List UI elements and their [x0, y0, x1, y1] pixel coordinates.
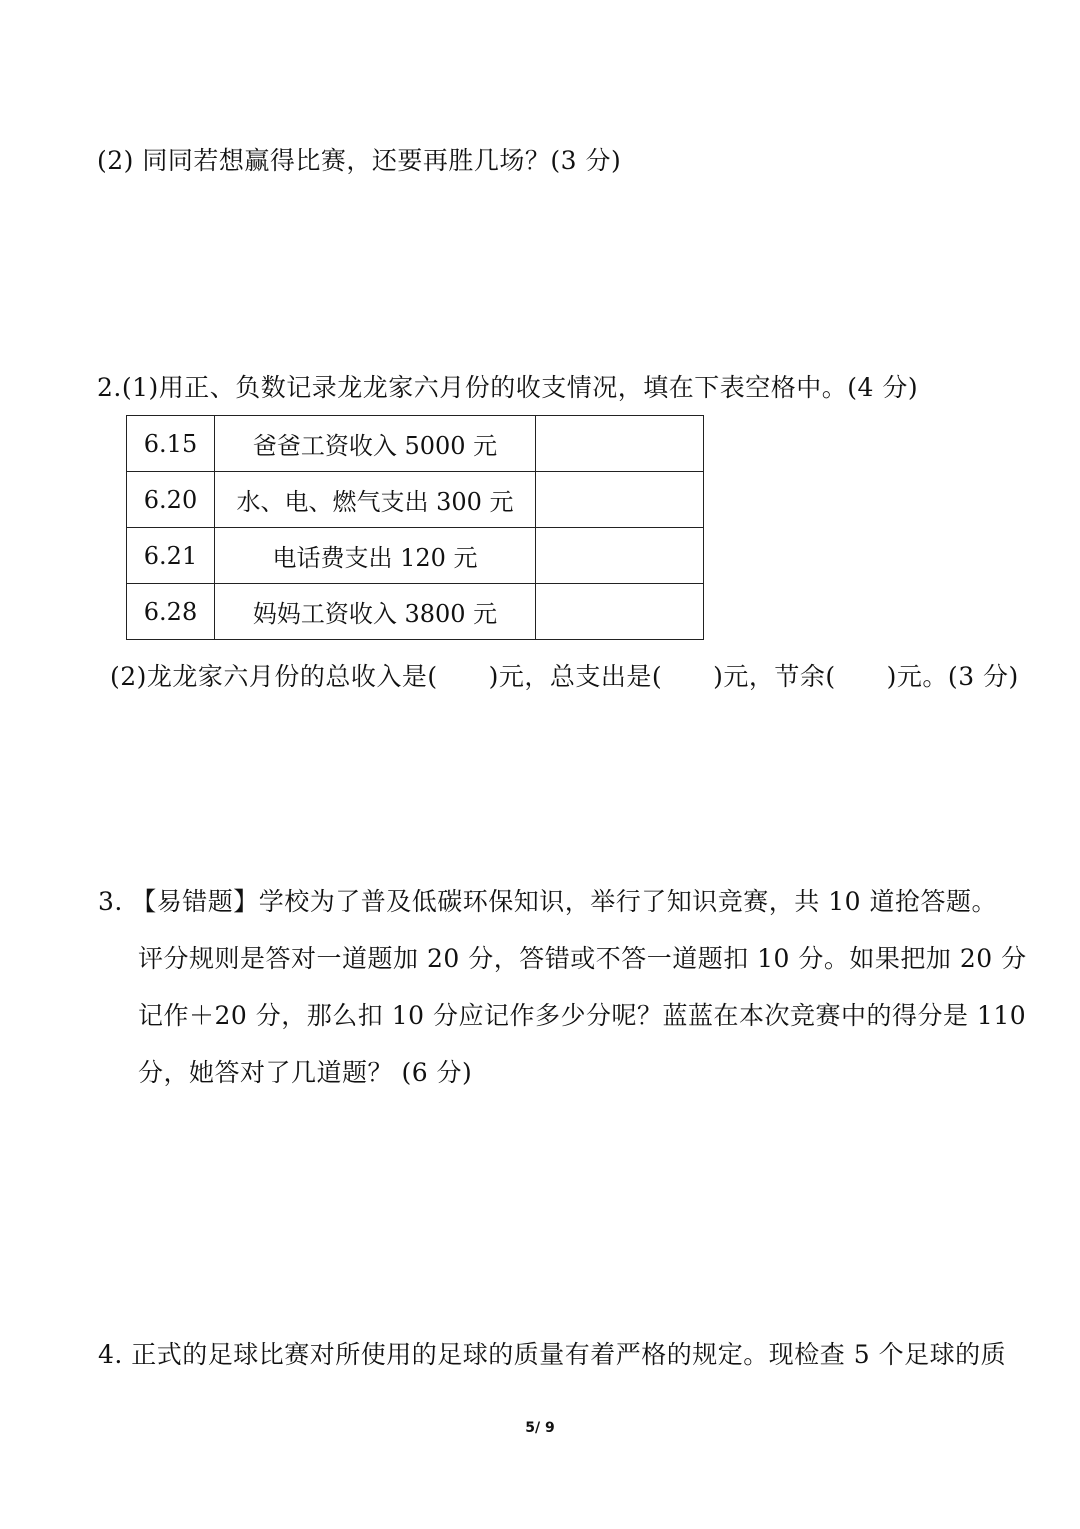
description-cell: 爸爸工资收入 5000 元	[215, 416, 536, 472]
description-cell: 电话费支出 120 元	[215, 528, 536, 584]
description-cell: 水、电、燃气支出 300 元	[215, 472, 536, 528]
answer-cell[interactable]	[536, 584, 704, 640]
answer-cell[interactable]	[536, 528, 704, 584]
date-cell: 6.15	[127, 416, 215, 472]
answer-cell[interactable]	[536, 416, 704, 472]
date-cell: 6.21	[127, 528, 215, 584]
question-2-part-1: 2.(1)用正、负数记录龙龙家六月份的收支情况，填在下表空格中。(4 分)	[97, 373, 919, 402]
question-3-line-4: 分，她答对了几道题？ (6 分)	[138, 1058, 473, 1087]
answer-cell[interactable]	[536, 472, 704, 528]
table-row	[127, 584, 704, 640]
question-4-line-1: 4. 正式的足球比赛对所使用的足球的质量有着严格的规定。现检查 5 个足球的质	[98, 1340, 1007, 1369]
question-2-part-2: (2)龙龙家六月份的总收入是( )元，总支出是( )元，节余( )元。(3 分)	[110, 662, 1019, 691]
table-row	[127, 416, 704, 472]
description-cell: 妈妈工资收入 3800 元	[215, 584, 536, 640]
question-3-line-3: 记作＋20 分，那么扣 10 分应记作多少分呢？蓝蓝在本次竞赛中的得分是 110	[138, 1001, 1027, 1030]
question-3-line-2: 评分规则是答对一道题加 20 分，答错或不答一道题扣 10 分。如果把加 20 分	[138, 944, 1027, 973]
date-cell: 6.28	[127, 584, 215, 640]
question-3-line-1: 3. 【易错题】学校为了普及低碳环保知识，举行了知识竞赛，共 10 道抢答题。	[98, 887, 998, 916]
page-number: 5/ 9	[525, 1420, 555, 1436]
date-cell: 6.20	[127, 472, 215, 528]
table-row	[127, 472, 704, 528]
table-row	[127, 528, 704, 584]
income-expense-table	[126, 415, 704, 640]
question-1-part-2: (2) 同同若想赢得比赛，还要再胜几场？(3 分)	[97, 146, 622, 175]
